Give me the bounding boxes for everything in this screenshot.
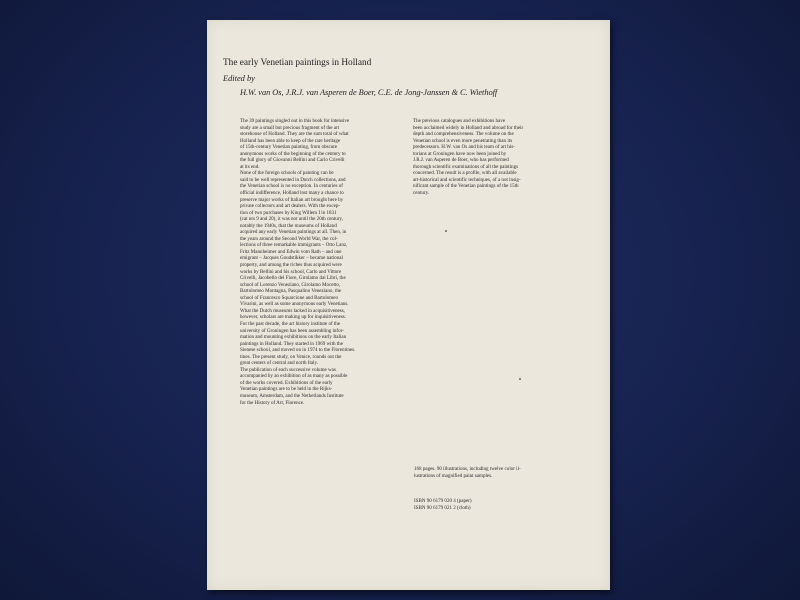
text-line: for the History of Art, Florence. xyxy=(240,399,305,406)
text-line: Venetian paintings are to be held in the Rijks- xyxy=(240,386,333,393)
paper-speck xyxy=(519,378,521,380)
text-line: works by Bellini and his school, Carlo and Vittore xyxy=(240,268,342,275)
text-line: tion of two purchases by King Willem I in 1831 xyxy=(240,209,337,216)
text-line: emigrant – Jacques Goudstikker – became national xyxy=(240,255,343,262)
text-line: official indifference, Holland lost many a chance to xyxy=(240,190,344,197)
text-line: What the Dutch museums lacked in acquisitiveness, xyxy=(240,307,345,314)
text-line: The 39 paintings singled out in this book for intensive xyxy=(240,118,350,124)
text-line: For the past decade, the art history institute of the xyxy=(240,320,341,327)
text-line: at its end. xyxy=(240,163,260,170)
text-line: The publication of each successive volume was xyxy=(240,366,336,373)
text-line: art-historical and scientific techniques, of a not insig- xyxy=(413,176,521,183)
text-line: preserve major works of Italian art brought here by xyxy=(240,196,344,203)
text-line: Crivelli, Jacobello del Fiore, Girolamo dai Libri, the xyxy=(240,275,346,282)
isbn-block xyxy=(414,498,472,511)
text-line: paintings in Holland. They started in 1969 with the xyxy=(240,340,343,347)
text-line: however, scholars are making up for inquisitiveness. xyxy=(240,314,347,321)
edited-by-label: Edited by xyxy=(223,74,255,83)
text-line: lections of three remarkable immigrants – Otto Lanz, xyxy=(240,242,348,249)
text-line: great centers of central and north Italy. xyxy=(240,360,319,367)
text-line: Fritz Mannheimer and Edwin vom Rath – and one xyxy=(240,248,342,255)
text-line: J.R.J. van Asperen de Boer, who has performed xyxy=(413,157,509,164)
text-line: predecessors. H.W. van Os and his team of art his- xyxy=(413,144,515,151)
text-line: been acclaimed widely in Holland and abroad for their xyxy=(413,124,524,131)
text-line: study are a small but precious fragment of the art xyxy=(240,124,340,131)
text-line: Venetian school is even more penetrating than its xyxy=(413,137,513,144)
text-line: century. xyxy=(413,190,430,197)
text-line: Sienese school, and moved on in 1974 to the Florentines. xyxy=(240,347,356,354)
left-text-column xyxy=(240,118,355,406)
text-line: Bartolomeo Montagna, Pasqualino Veneziano, the xyxy=(240,288,342,295)
book-title: The early Venetian paintings in Holland xyxy=(223,58,372,68)
text-line: acquired any early Venetian paintings at all. Then, in xyxy=(240,229,347,236)
cover-header xyxy=(223,58,497,97)
isbn-cloth: ISBN 90 6179 021 2 (cloth) xyxy=(414,504,471,511)
isbn-paper: ISBN 90 6179 020 4 (paper) xyxy=(414,498,472,504)
text-line: thorough scientific examinations of all the paintings xyxy=(413,163,519,170)
book-details xyxy=(414,466,521,479)
text-line: school of Francesco Squarcione and Bartolomeo xyxy=(240,294,338,301)
text-line: of the works covered. Exhibitions of the early xyxy=(240,379,333,386)
text-line: Vivarini, as well as some anonymous early Venetians. xyxy=(240,301,349,308)
text-line: museum, Amsterdam, and the Netherlands Institute xyxy=(240,392,344,399)
text-line: university of Groningen has been assembling infor- xyxy=(240,327,344,334)
text-line: school of Lorenzo Veneziano, Girolamo Mocetto, xyxy=(240,281,341,288)
text-line: the full glory of Giovanni Bellini and Carlo Crivelli xyxy=(240,157,345,164)
text-line: None of the foreign schools of painting can be xyxy=(240,170,334,177)
text-line: The previous catalogues and exhibitions have xyxy=(413,118,506,124)
text-line: property, and among the riches thus acquired were xyxy=(240,262,342,269)
text-line: Holland has been able to keep of the rare heritage xyxy=(240,137,341,144)
text-line: accompanied by an exhibition of as many as possible xyxy=(240,373,348,380)
text-line: (cat nrs 9 and 20), it was not until the 20th century, xyxy=(240,216,343,223)
text-line: torians at Groningen have now been joined by xyxy=(413,150,507,157)
text-line: the Venetian school is no exception. In centuries of xyxy=(240,183,343,190)
details-line: 168 pages. 90 illustrations, including twelve color il- xyxy=(414,466,521,472)
text-line: private collectors and art dealers. With the excep- xyxy=(240,203,341,210)
text-line: the years around the Second World War, the col- xyxy=(240,235,338,242)
right-text-column xyxy=(413,118,523,197)
text-line: nificant sample of the Venetian paintings of the 15th xyxy=(413,183,519,190)
text-line: tines. The present study, on Venice, rounds out the xyxy=(240,353,342,360)
book-back-cover xyxy=(207,20,610,590)
text-line: said to be well represented in Dutch collections, and xyxy=(240,176,346,183)
paper-speck xyxy=(445,230,447,232)
text-line: notably the 1940s, that the museums of Holland xyxy=(240,222,337,229)
details-line: lustrations of magnified paint samples. xyxy=(414,472,493,479)
text-line: concerned. The result is a profile, with all available xyxy=(413,170,517,177)
text-line: of 15th-century Venetian painting, from obscure xyxy=(240,144,338,151)
text-line: depth and comprehensiveness. The volume on the xyxy=(413,131,514,138)
text-line: anonymous works of the beginning of the century to xyxy=(240,150,346,157)
text-line: storehouse of Holland. They are the sum total of what xyxy=(240,131,349,138)
text-line: mation and mounting exhibitions on the early Italian xyxy=(240,334,347,341)
editors-list: H.W. van Os, J.R.J. van Asperen de Boer, C.E. de Jong-Janssen & C. Wiethoff xyxy=(240,88,498,97)
